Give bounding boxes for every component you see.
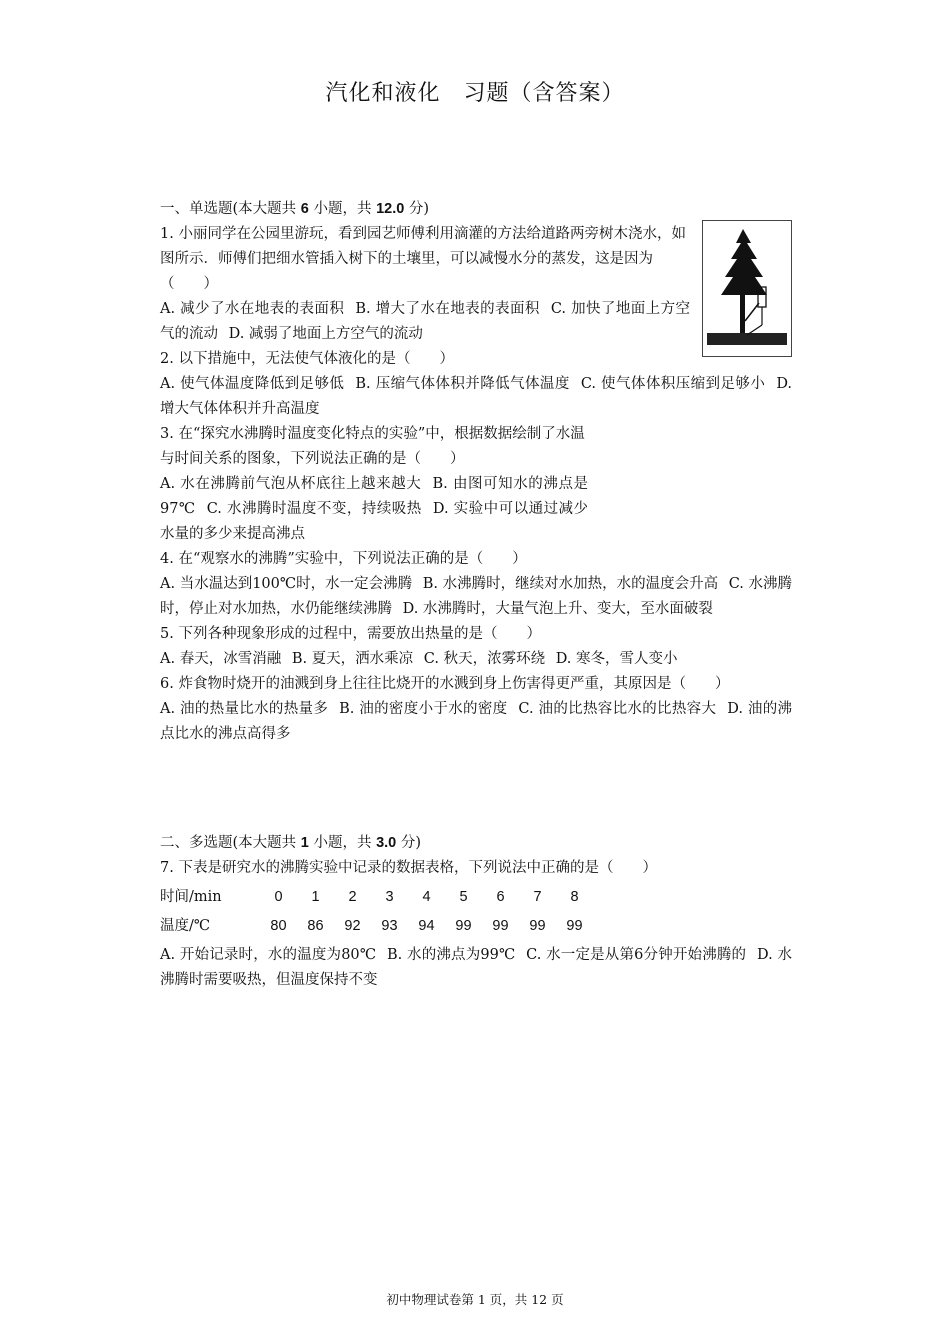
option-b: B. 水的沸点为99℃ — [387, 947, 516, 963]
table-cell: 5 — [459, 889, 468, 905]
option-d: D. 寒冬，雪人变小 — [555, 651, 678, 667]
section-heading-single: 一、单选题(本大题共 6 小题，共 12.0 分) — [160, 201, 430, 217]
option-b: B. 压缩气体体积并降低气体温度 — [355, 376, 570, 392]
table-cell: 99 — [529, 918, 546, 934]
option-d: D. 水沸腾时，大量气泡上升、变大，至水面破裂 — [402, 601, 713, 617]
table-cell: 99 — [566, 918, 583, 934]
table-cell: 93 — [381, 918, 398, 934]
table-row — [160, 912, 593, 941]
option-b: B. 夏天，洒水乘凉 — [291, 651, 414, 667]
option-a: A. 水在沸腾前气泡从杯底往上越来越大 — [160, 476, 422, 492]
table-cell: 3 — [385, 889, 394, 905]
row-label: 时间/min — [160, 889, 222, 905]
page-footer: 初中物理试卷第 1 页，共 12 页 — [386, 1292, 564, 1307]
page-title: 汽化和液化 习题（含答案） — [325, 81, 625, 106]
table-cell: 2 — [348, 889, 357, 905]
table-cell: 4 — [422, 889, 431, 905]
table-cell: 1 — [311, 889, 320, 905]
question-5: 5. 下列各种现象形成的过程中，需要放出热量的是（ ） A. 春天，冰雪消融 B. 夏天，洒水乘凉 C. 秋天，浓雾环绕 D. 寒冬，雪人变小 — [160, 626, 678, 667]
option-d: D. 减弱了地面上方空气的流动 — [228, 326, 423, 342]
question-1: 1. 小丽同学在公园里游玩，看到园艺师傅利用滴灌的方法给道路两旁树木浇水，如图所示．师傅们把细水管插入树下的土壤里，可以减慢水分的蒸发，这是因为（ ） A. 减少了水在地表的表面积 B. 增大了水在地表的表面积 C. 加快了地面上方空气的流动 D. 减弱了地面上方空气的流动 — [160, 226, 691, 342]
option-c: C. 水沸腾时，停止对水加热，水仍能继续沸腾 — [160, 576, 793, 617]
row-label: 温度/℃ — [160, 918, 211, 934]
option-c: C. 水沸腾时温度不变，持续吸热 — [206, 501, 422, 517]
option-c: C. 水一定是从第6分钟开始沸腾的 — [526, 947, 747, 963]
option-a: A. 使气体温度降低到足够低 — [160, 376, 345, 392]
option-a: A. 油的热量比水的热量多 — [160, 701, 329, 717]
table-cell: 86 — [307, 918, 324, 934]
option-d: D. 油的沸点比水的沸点高得多 — [160, 701, 793, 742]
option-b: B. 水沸腾时，继续对水加热，水的温度会升高 — [422, 576, 719, 592]
table-cell: 8 — [570, 889, 579, 905]
section-heading-multi: 二、多选题(本大题共 1 小题，共 3.0 分) — [160, 835, 422, 851]
question-6: 6. 炸食物时烧开的油溅到身上往往比烧开的水溅到身上伤害得更严重，其原因是（ ） A. 油的热量比水的热量多 B. 油的密度小于水的密度 C. 油的比热容比水的比热容大 D. 油的沸点比水的沸点高得多 — [160, 676, 793, 742]
option-b: B. 增大了水在地表的表面积 — [355, 301, 540, 317]
question-3: 3. 在“探究水沸腾时温度变化特点的实验”中，根据数据绘制了水温与时间关系的图象，下列说法正确的是（ ） A. 水在沸腾前气泡从杯底往上越来越大 B. 由图可知水的沸点是97℃ C. 水沸腾时温度不变，持续吸热 D. 实验中可以通过减少水量的多少来提高沸点 — [160, 426, 589, 542]
exam-content — [160, 197, 792, 993]
option-d: D. 水沸腾时需要吸热，但温度保持不变 — [160, 947, 792, 988]
table-cell: 80 — [270, 918, 287, 934]
option-c: C. 油的比热容比水的比热容大 — [518, 701, 717, 717]
question-4: 4. 在“观察水的沸腾”实验中，下列说法正确的是（ ） A. 当水温达到100℃时，水一定会沸腾 B. 水沸腾时，继续对水加热，水的温度会升高 C. 水沸腾时，停止对水加热，水仍能继续沸腾 D. 水沸腾时，大量气泡上升、变大，至水面破裂 — [160, 551, 793, 617]
question-7: 7. 下表是研究水的沸腾实验中记录的数据表格，下列说法中正确的是（ ） 时间/min 0 1 2 3 4 5 6 7 8 温度/℃ 80 86 92 93 94 99 99 99 99 A. 开始记录时，水的温度为80℃ B. 水的沸点为99℃ C. 水一定是从第6分钟开始沸腾的 D. 水沸腾时需要吸热，但温度保持不变 — [160, 860, 792, 988]
data-table — [160, 883, 593, 941]
option-a: A. 减少了水在地表的表面积 — [160, 301, 345, 317]
table-cell: 99 — [455, 918, 472, 934]
table-cell: 0 — [274, 889, 283, 905]
option-b: B. 由图可知水的沸点是97℃ — [160, 476, 589, 517]
option-b: B. 油的密度小于水的密度 — [339, 701, 508, 717]
option-a: A. 当水温达到100℃时，水一定会沸腾 — [160, 576, 413, 592]
table-cell: 99 — [492, 918, 509, 934]
option-c: C. 秋天，浓雾环绕 — [423, 651, 546, 667]
option-d: D. 增大气体体积并升高温度 — [160, 376, 793, 417]
table-cell: 7 — [533, 889, 542, 905]
option-a: A. 春天，冰雪消融 — [160, 651, 282, 667]
option-a: A. 开始记录时，水的温度为80℃ — [160, 947, 377, 963]
option-d: D. 实验中可以通过减少水量的多少来提高沸点 — [160, 501, 589, 542]
option-c: C. 使气体体积压缩到足够小 — [580, 376, 766, 392]
table-row — [160, 883, 593, 912]
table-cell: 94 — [418, 918, 435, 934]
option-c: C. 加快了地面上方空气的流动 — [160, 301, 691, 342]
question-2: 2. 以下措施中，无法使气体液化的是（ ） A. 使气体温度降低到足够低 B. 压缩气体体积并降低气体温度 C. 使气体体积压缩到足够小 D. 增大气体体积并升高温度 — [160, 351, 793, 417]
table-cell: 6 — [496, 889, 505, 905]
table-cell: 92 — [344, 918, 361, 934]
